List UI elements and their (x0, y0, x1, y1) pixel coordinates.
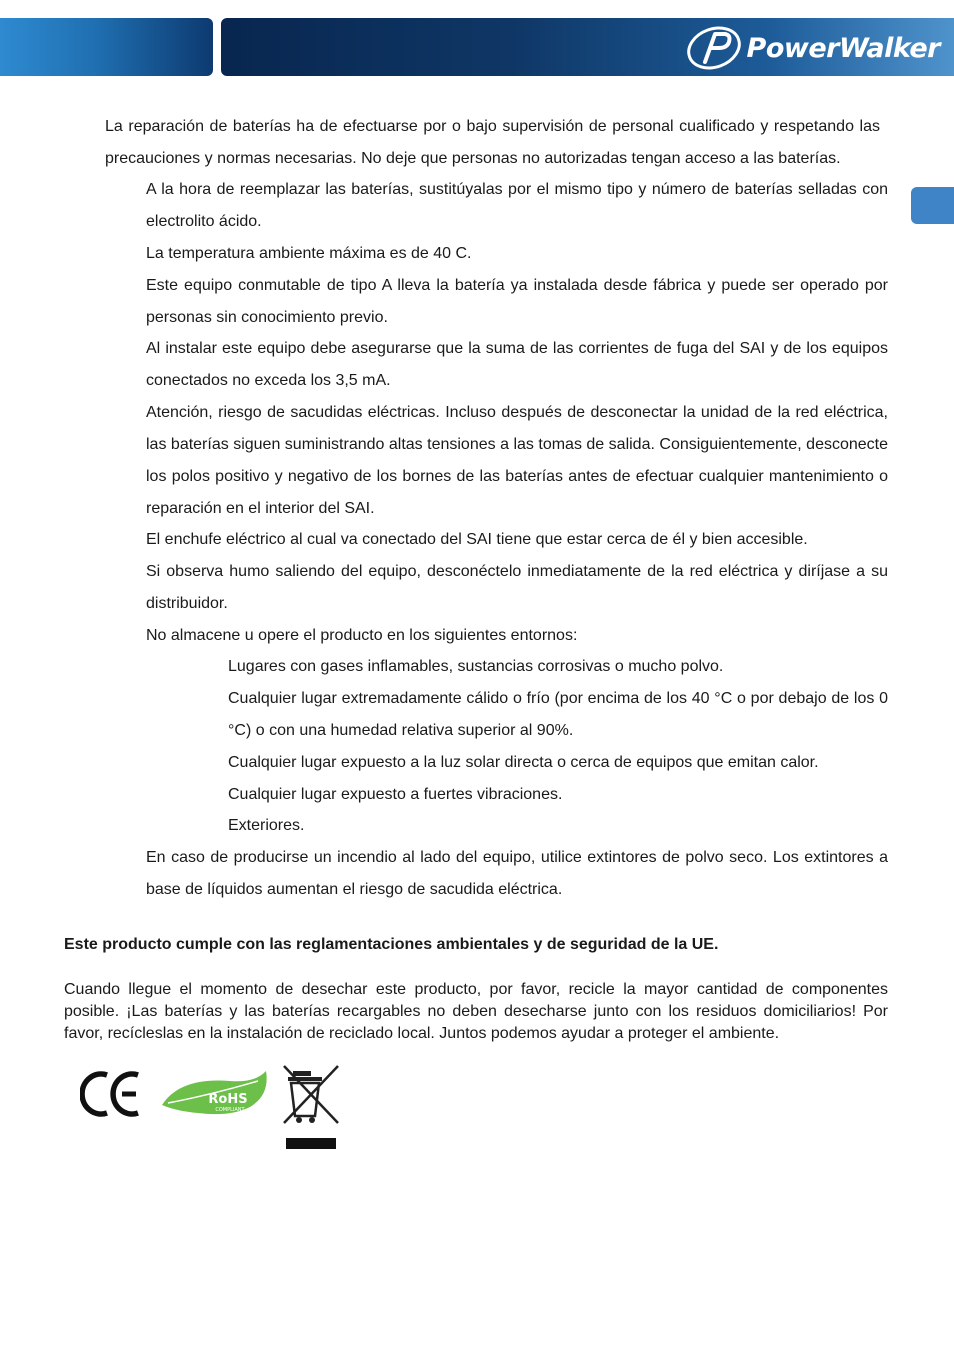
rohs-leaf-icon (162, 1071, 267, 1114)
subitem-gases: Lugares con gases inflamables, sustancias corrosivas o mucho polvo. (228, 658, 724, 675)
item-equipment-type: Este equipo conmutable de tipo A lleva la batería ya instalada desde fábrica y puede ser operado por personas sin conocimiento previo. (146, 277, 888, 326)
powerwalker-logo-icon (685, 26, 743, 70)
header-left-band (0, 18, 213, 76)
intro-paragraph: La reparación de baterías ha de efectuarse por o bajo supervisión de personal cualificado y respetando las precauciones y normas necesarias. No deje que personas no autorizadas tengan acceso a las baterías. (105, 118, 880, 167)
subitem-temperature: Cualquier lugar extremadamente cálido o frío (por encima de los 40 °C o por debajo de los 0 °C) o con una humedad relativa superior al 90%. (228, 690, 888, 739)
page-header (0, 18, 954, 76)
ce-mark-icon (82, 1074, 138, 1114)
weee-bin-icon (284, 1066, 338, 1149)
rohs-sublabel: COMPLIANT (215, 1107, 245, 1113)
item-fire: En caso de producirse un incendio al lado del equipo, utilice extintores de polvo seco. Los extintores a base de líquidos aumentan el riesgo de sacudida eléctrica. (146, 849, 888, 898)
brand-name: PowerWalker (746, 32, 940, 64)
header-right-band (221, 18, 954, 76)
item-temperature: La temperatura ambiente máxima es de 40 C. (146, 245, 472, 262)
subitem-vibrations: Cualquier lugar expuesto a fuertes vibraciones. (228, 786, 563, 803)
item-leakage: Al instalar este equipo debe asegurarse que la suma de las corrientes de fuga del SAI y de los equipos conectados no exceda los 3,5 mA. (146, 340, 888, 389)
item-environments: No almacene u opere el producto en los siguientes entornos: (146, 627, 578, 644)
brand-logo (685, 26, 940, 70)
item-battery-replace: A la hora de reemplazar las baterías, sustitúyalas por el mismo tipo y número de baterías selladas con electrolito ácido. (146, 181, 888, 230)
subitem-outdoors: Exteriores. (228, 817, 305, 834)
item-plug: El enchufe eléctrico al cual va conectado del SAI tiene que estar cerca de él y bien accesible. (146, 531, 808, 548)
recycle-paragraph: Cuando llegue el momento de desechar este producto, por favor, recicle la mayor cantidad de componentes posible. ¡Las baterías y las baterías recargables no deben desecharse junto con los residuos domiciliarios! Por favor, recícleslas en la instalación de reciclado local. Juntos podemos ayudar a proteger el ambiente. (64, 981, 888, 1042)
side-tab (911, 187, 954, 224)
subitem-sunlight: Cualquier lugar expuesto a la luz solar directa o cerca de equipos que emitan calor. (228, 754, 819, 771)
rohs-label: RoHS (208, 1092, 248, 1107)
eu-heading: Este producto cumple con las reglamentaciones ambientales y de seguridad de la UE. (64, 936, 719, 953)
item-warning-shock: Atención, riesgo de sacudidas eléctricas. Incluso después de desconectar la unidad de la red eléctrica, las baterías siguen suministrando altas tensiones a las tomas de salida. Consiguientemente, desconecte los polos positivo y negativo de los bornes de las baterías antes de efectuar cualquier mantenimiento o reparación en el interior del SAI. (146, 404, 888, 517)
item-smoke: Si observa humo saliendo del equipo, desconéctelo inmediatamente de la red eléctrica y diríjase a su distribuidor. (146, 563, 888, 612)
compliance-marks (80, 1063, 350, 1153)
